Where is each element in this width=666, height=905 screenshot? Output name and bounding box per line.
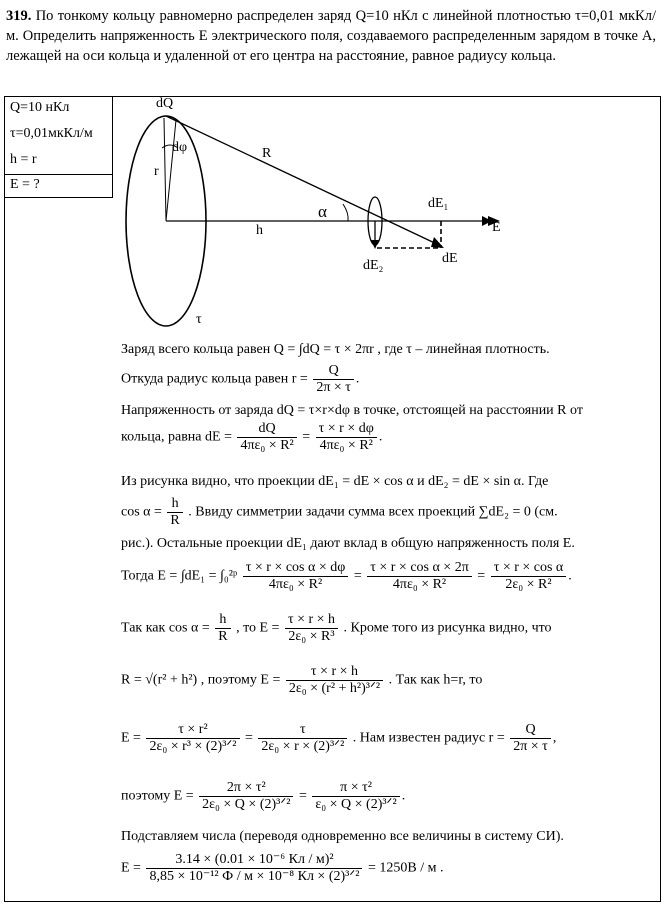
fraction-denominator: 4πε₀ × R² (240, 438, 294, 453)
fraction-denominator: R (218, 629, 228, 644)
fraction-denominator: 2ε₀ × Q × (2)³ᐟ² (202, 797, 291, 812)
label-dE1: dE₁ (428, 196, 449, 211)
line6-text: cos α = (121, 504, 162, 520)
final-fraction-2 (312, 780, 399, 813)
fraction-numerator: h (167, 496, 182, 513)
line10-text: R = √(r² + h²) , поэтому E = (121, 672, 281, 688)
sum-fraction (367, 560, 472, 593)
label-h: h (256, 223, 263, 238)
solution-line-5: Из рисунка видно, что проекции dE₁ = dE × cos α и dE₂ = dE × sin α. Где (121, 474, 549, 489)
problem-number: 319. (6, 8, 32, 24)
problem-statement (6, 6, 656, 66)
line9-text-2: , то E = (236, 620, 280, 636)
fraction-numerator: π × τ² (312, 780, 399, 797)
final-result: = 1250В / м . (367, 860, 444, 876)
given-density: τ=0,01мкКл/м (10, 126, 93, 141)
label-dphi: dφ (172, 140, 188, 155)
line2-text: Откуда радиус кольца равен r = (121, 371, 308, 387)
cos-fraction-2 (215, 612, 230, 645)
label-R: R (262, 146, 272, 161)
solution-line-1 (121, 341, 657, 359)
line11-text-2: . Нам известен радиус r = (352, 730, 505, 746)
find-value: E = ? (4, 175, 112, 198)
label-dE: dE (442, 251, 458, 266)
field-fraction (285, 612, 338, 645)
distance-line-R (166, 116, 441, 246)
field-fraction-4 (258, 722, 347, 755)
solution-line-12: поэтому E = $\frac{\text{2π × τ²}}{\text{2ε₀ × Q × (2)³ᐟ²}}$ = $\frac{\text{π × τ²}}{\text{ε₀ × Q × (2)³ᐟ²}}$ . (121, 780, 406, 812)
given-distance: h = r (10, 152, 37, 167)
radius-fraction-2 (510, 722, 551, 755)
label-dQ: dQ (156, 96, 174, 111)
solution-line-10 (121, 664, 657, 697)
radius-line (164, 118, 166, 221)
fraction-numerator: Q (313, 363, 354, 380)
dE-arrowhead (431, 237, 444, 248)
field-fraction-2 (286, 664, 383, 697)
line6-text-2: . Ввиду симметрии задачи сумма всех проекций ∑dE₂ = 0 (см. (188, 504, 558, 520)
line9-text: Так как cos α = (121, 620, 210, 636)
label-dE2: dE₂ (363, 258, 384, 273)
fraction-numerator: τ × r × h (285, 612, 338, 629)
fraction-denominator: 2ε₀ × R³ (288, 629, 335, 644)
problem-text: По тонкому кольцу равномерно распределен заряд Q=10 нКл с линейной плотностью τ=0,01 мкКл/м. Определить напряженность Е электрического поля, создаваемого распределенным зарядом в точке А, лежащей на оси кольца и удаленной от его центра на расстояние, равное радиусу кольца. (6, 8, 656, 64)
label-r: r (154, 164, 159, 179)
fraction-numerator: Q (510, 722, 551, 739)
line1-text: Заряд всего кольца равен Q = ∫dQ = τ × 2πr , где τ – линейная плотность. (121, 342, 550, 357)
line9-text-3: . Кроме того из рисунка видно, что (343, 620, 552, 636)
line8-text: Тогда E = ∫dE₁ = ∫₀²ᵖ (121, 568, 238, 584)
solution-line-8: Тогда E = ∫dE₁ = ∫₀²ᵖ $\frac{\text{τ × r × cos α × dφ}}{\text{4πε₀ × R²}}$ = $\frac{\text{τ × r × cos α × 2π}}{\text{4πε₀ × R²}}$ = $\frac{\text{τ × r × cos α}}{\text{2ε₀ × R²}}$ . (121, 560, 572, 592)
fraction-numerator: 2π × τ² (199, 780, 293, 797)
solution-line-2: Откуда радиус кольца равен r = $\frac{Q}{2\pi \times \tau}$ . (121, 363, 360, 395)
fraction-denominator: 2π × τ (316, 380, 351, 395)
fraction-denominator: R (170, 513, 180, 528)
fraction-denominator: 2ε₀ × r × (2)³ᐟ² (261, 739, 345, 754)
solution-line-14 (121, 852, 657, 885)
cos-fraction (167, 496, 182, 529)
line11-text: E = (121, 730, 141, 746)
fraction-denominator: 4πε₀ × R² (319, 438, 373, 453)
fraction-numerator: dQ (237, 421, 296, 438)
field-fraction-3 (146, 722, 239, 755)
fraction-numerator: τ × r × dφ (316, 421, 377, 438)
integral-fraction (243, 560, 349, 593)
numeric-fraction (146, 852, 362, 885)
fraction-denominator: 2ε₀ × (r² + h²)³ᐟ² (288, 681, 381, 696)
fraction-numerator: τ (258, 722, 347, 739)
fraction-numerator: τ × r × cos α × 2π (367, 560, 472, 577)
line10-text-2: . Так как h=r, то (388, 672, 483, 688)
label-tau: τ (196, 312, 202, 327)
fraction-denominator: 8,85 × 10⁻¹² Ф / м × 10⁻⁸ Кл × (2)³ᐟ² (149, 869, 360, 884)
line12-text: поэтому E = (121, 788, 194, 804)
solution-line-6 (121, 496, 657, 529)
radius-line-2 (166, 120, 176, 221)
fraction-denominator: 4πε₀ × R² (268, 577, 323, 592)
final-fraction-1 (199, 780, 293, 813)
fraction-denominator: 2π × τ (513, 739, 548, 754)
dE-fraction-2 (316, 421, 377, 454)
line4-text: кольца, равна dE = (121, 429, 232, 445)
given-charge: Q=10 нКл (10, 100, 70, 115)
line14-text: E = (121, 860, 141, 876)
fraction-numerator: h (215, 612, 230, 629)
given-box (4, 96, 113, 198)
fraction-numerator: τ × r × cos α × dφ (243, 560, 349, 577)
fraction-numerator: τ × r² (146, 722, 239, 739)
radius-fraction (313, 363, 354, 396)
label-E: E (492, 220, 501, 235)
solution-line-4: кольца, равна dE = $\frac{dQ}{\text{4πε₀ × R²}}$ = $\frac{\tau \times r \times d\varphi}{\text{4πε₀ × R²}}$ . (121, 421, 383, 453)
solution-line-9 (121, 612, 657, 645)
fraction-numerator: 3.14 × (0.01 × 10⁻⁶ Кл / м)² (146, 852, 362, 869)
fraction-numerator: τ × r × h (286, 664, 383, 681)
fraction-denominator: ε₀ × Q × (2)³ᐟ² (315, 797, 397, 812)
label-alpha: α (318, 202, 327, 221)
solution-line-11: E = $\frac{\text{τ × r²}}{\text{2ε₀ × r³ × (2)³ᐟ²}}$ = $\frac{\tau}{\text{2ε₀ × r × (2)³ᐟ²}}$ . Нам известен радиус r = $\frac{Q}{2\pi \times \tau}$ , (121, 722, 557, 754)
result-fraction (491, 560, 567, 593)
solution-line-7: рис.). Остальные проекции dE₁ дают вклад в общую напряженность поля Е. (121, 536, 575, 551)
alpha-arc (343, 204, 348, 221)
fraction-denominator: 2ε₀ × R² (505, 577, 552, 592)
fraction-denominator: 4πε₀ × R² (392, 577, 447, 592)
solution-line-3: Напряженность от заряда dQ = τ×r×dφ в точке, отстоящей на расстоянии R от (121, 403, 583, 418)
dE-fraction-1 (237, 421, 296, 454)
fraction-denominator: 2ε₀ × r³ × (2)³ᐟ² (149, 739, 237, 754)
solution-line-13: Подставляем числа (переводя одновременно все величины в систему СИ). (121, 829, 564, 844)
ring-field-diagram (118, 96, 538, 341)
fraction-numerator: τ × r × cos α (491, 560, 567, 577)
